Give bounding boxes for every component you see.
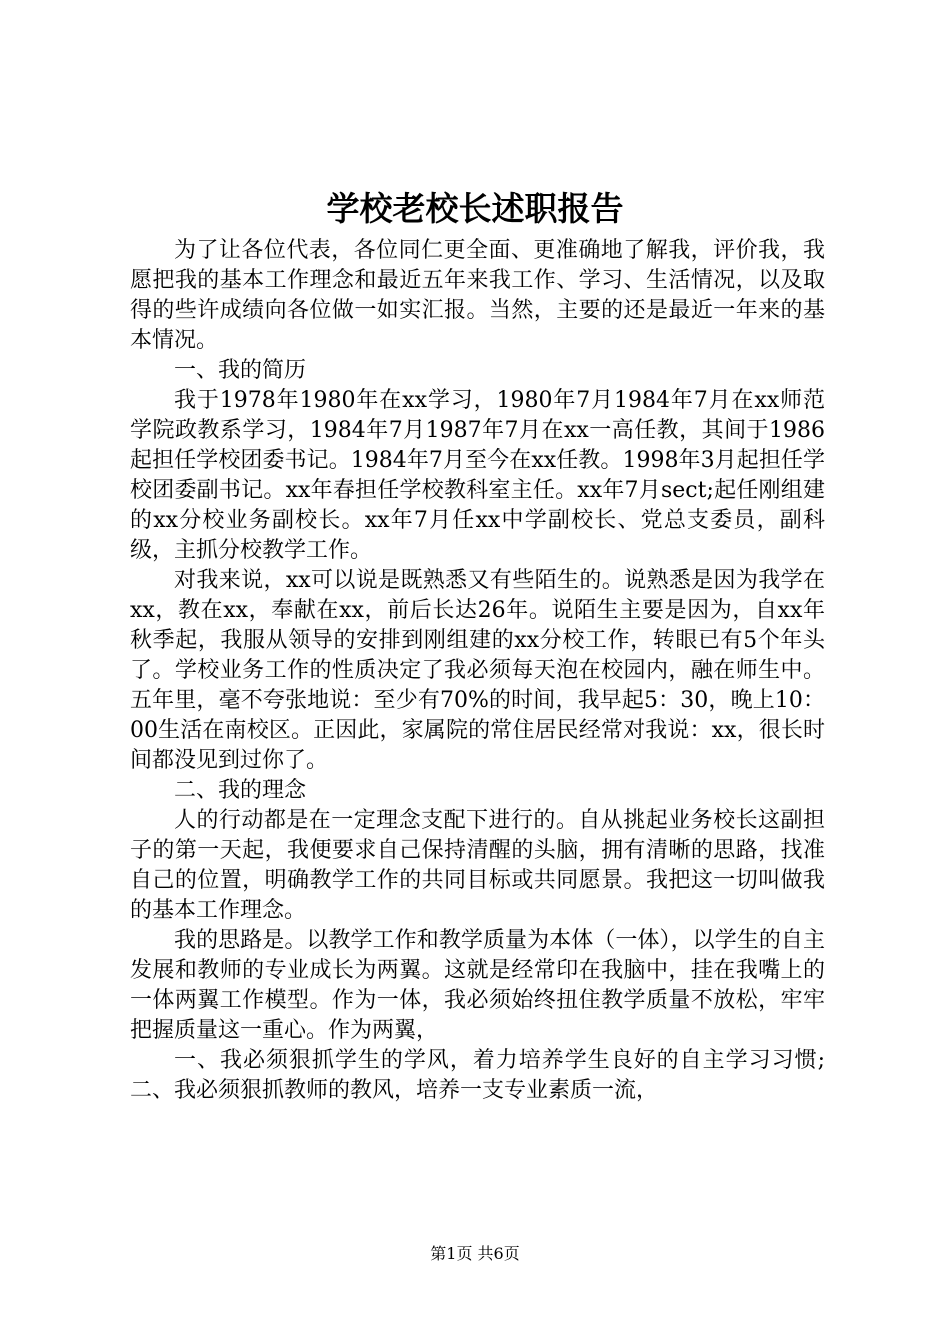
document-body (130, 236, 825, 1106)
section-heading: 二、我的理念 (174, 778, 307, 803)
section-heading: 一、我的简历 (174, 358, 307, 383)
paragraph: 对我来说，xx可以说是既熟悉又有些陌生的。说熟悉是因为我学在xx，教在xx，奉献在xx，前后长达26年。说陌生主要是因为，自xx年秋季起，我服从领导的安排到刚组建的xx分校工作，转眼已有5个年头了。学校业务工作的性质决定了我必须每天泡在校园内，融在师生中。五年里，毫不夸张地说：至少有70%的时间，我早起5：30，晚上10：00生活在南校区。正因此，家属院的常住居民经常对我说：xx，很长时间都没见到过你了。 (130, 568, 825, 773)
page-footer: 第1页 共6页 (430, 1244, 520, 1263)
paragraph: 我于1978年1980年在xx学习，1980年7月1984年7月在xx师范学院政教系学习，1984年7月1987年7月在xx一高任教，其间于1986起担任学校团委书记。1984年7月至今在xx任教。1998年3月起担任学校团委副书记。xx年春担任学校教科室主任。xx年7月sect;起任刚组建的xx分校业务副校长。xx年7月任xx中学副校长、党总支委员，副科级，主抓分校教学工作。 (130, 388, 825, 563)
paragraph: 我的思路是。以教学工作和教学质量为本体（一体），以学生的自主发展和教师的专业成长为两翼。这就是经常印在我脑中，挂在我嘴上的一体两翼工作模型。作为一体，我必须始终扭住教学质量不放松，牢牢把握质量这一重心。作为两翼， (130, 928, 825, 1043)
paragraph: 人的行动都是在一定理念支配下进行的。自从挑起业务校长这副担子的第一天起，我便要求自己保持清醒的头脑，拥有清晰的思路，找准自己的位置，明确教学工作的共同目标或共同愿景。我把这一切叫做我的基本工作理念。 (130, 808, 825, 923)
document-title: 学校老校长述职报告 (326, 189, 624, 228)
paragraph: 为了让各位代表，各位同仁更全面、更准确地了解我，评价我，我愿把我的基本工作理念和最近五年来我工作、学习、生活情况，以及取得的些许成绩向各位做一如实汇报。当然，主要的还是最近一年来的基本情况。 (130, 238, 825, 353)
paragraph: 一、我必须狠抓学生的学风，着力培养学生良好的自主学习习惯;二、我必须狠抓教师的教风，培养一支专业素质一流， (130, 1048, 825, 1103)
